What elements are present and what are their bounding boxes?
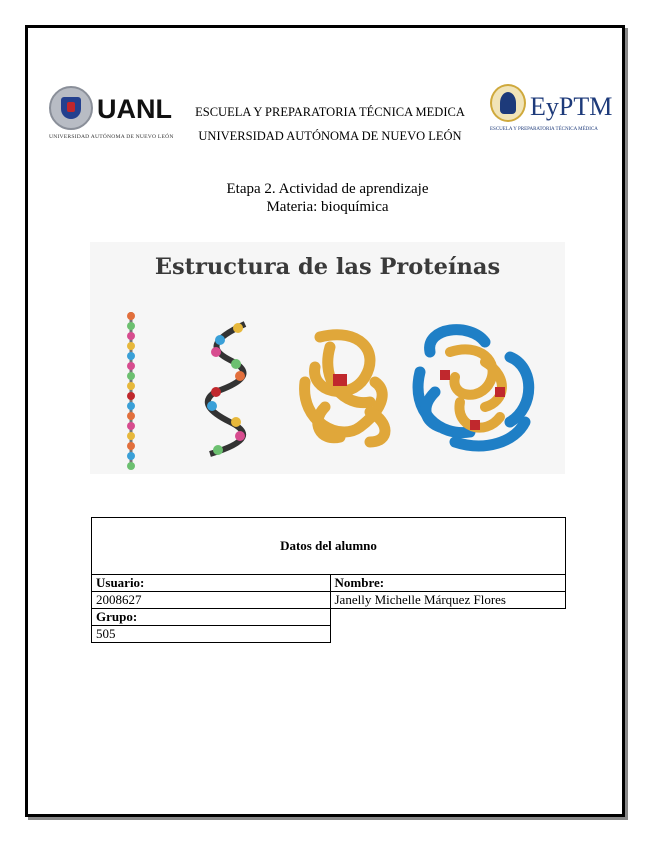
eyptm-logo-tagline: ESCUELA Y PREPARATORIA TÉCNICA MÉDICA bbox=[490, 127, 598, 132]
university-name: UNIVERSIDAD AUTÓNOMA DE NUEVO LEÓN bbox=[198, 129, 462, 143]
activity-subject: Materia: bioquímica bbox=[266, 199, 389, 215]
table-header: Datos del alumno bbox=[92, 518, 566, 575]
secondary-structure-icon bbox=[207, 323, 245, 455]
user-value: 2008627 bbox=[92, 592, 331, 609]
eyptm-logo bbox=[488, 82, 613, 142]
tertiary-highlight bbox=[333, 374, 347, 386]
group-value: 505 bbox=[92, 626, 331, 643]
uanl-logo-text: UANL bbox=[97, 94, 172, 124]
protein-structures-illustration bbox=[90, 242, 565, 474]
student-data-table bbox=[91, 517, 566, 643]
school-name: ESCUELA Y PREPARATORIA TÉCNICA MEDICA bbox=[195, 105, 465, 119]
empty-cell bbox=[330, 626, 566, 643]
school-header bbox=[180, 100, 480, 148]
user-label: Usuario: bbox=[92, 575, 331, 592]
group-label: Grupo: bbox=[92, 609, 331, 626]
eyptm-logo-text: EyPTM bbox=[530, 92, 613, 121]
uanl-logo-tagline: UNIVERSIDAD AUTÓNOMA DE NUEVO LEÓN bbox=[49, 134, 174, 140]
uanl-seal-icon bbox=[49, 86, 93, 130]
empty-cell bbox=[330, 609, 566, 626]
name-label: Nombre: bbox=[330, 575, 566, 592]
activity-info bbox=[150, 180, 505, 216]
name-value: Janelly Michelle Márquez Flores bbox=[330, 592, 566, 609]
tertiary-structure-icon bbox=[305, 335, 385, 442]
protein-structure-image bbox=[90, 242, 565, 474]
image-title: Estructura de las Proteínas bbox=[154, 254, 501, 280]
quaternary-structure-icon bbox=[418, 330, 529, 446]
eyptm-seal-icon bbox=[490, 84, 526, 122]
uanl-logo bbox=[49, 84, 179, 146]
primary-structure-icon bbox=[127, 312, 135, 470]
activity-stage: Etapa 2. Actividad de aprendizaje bbox=[226, 181, 429, 197]
